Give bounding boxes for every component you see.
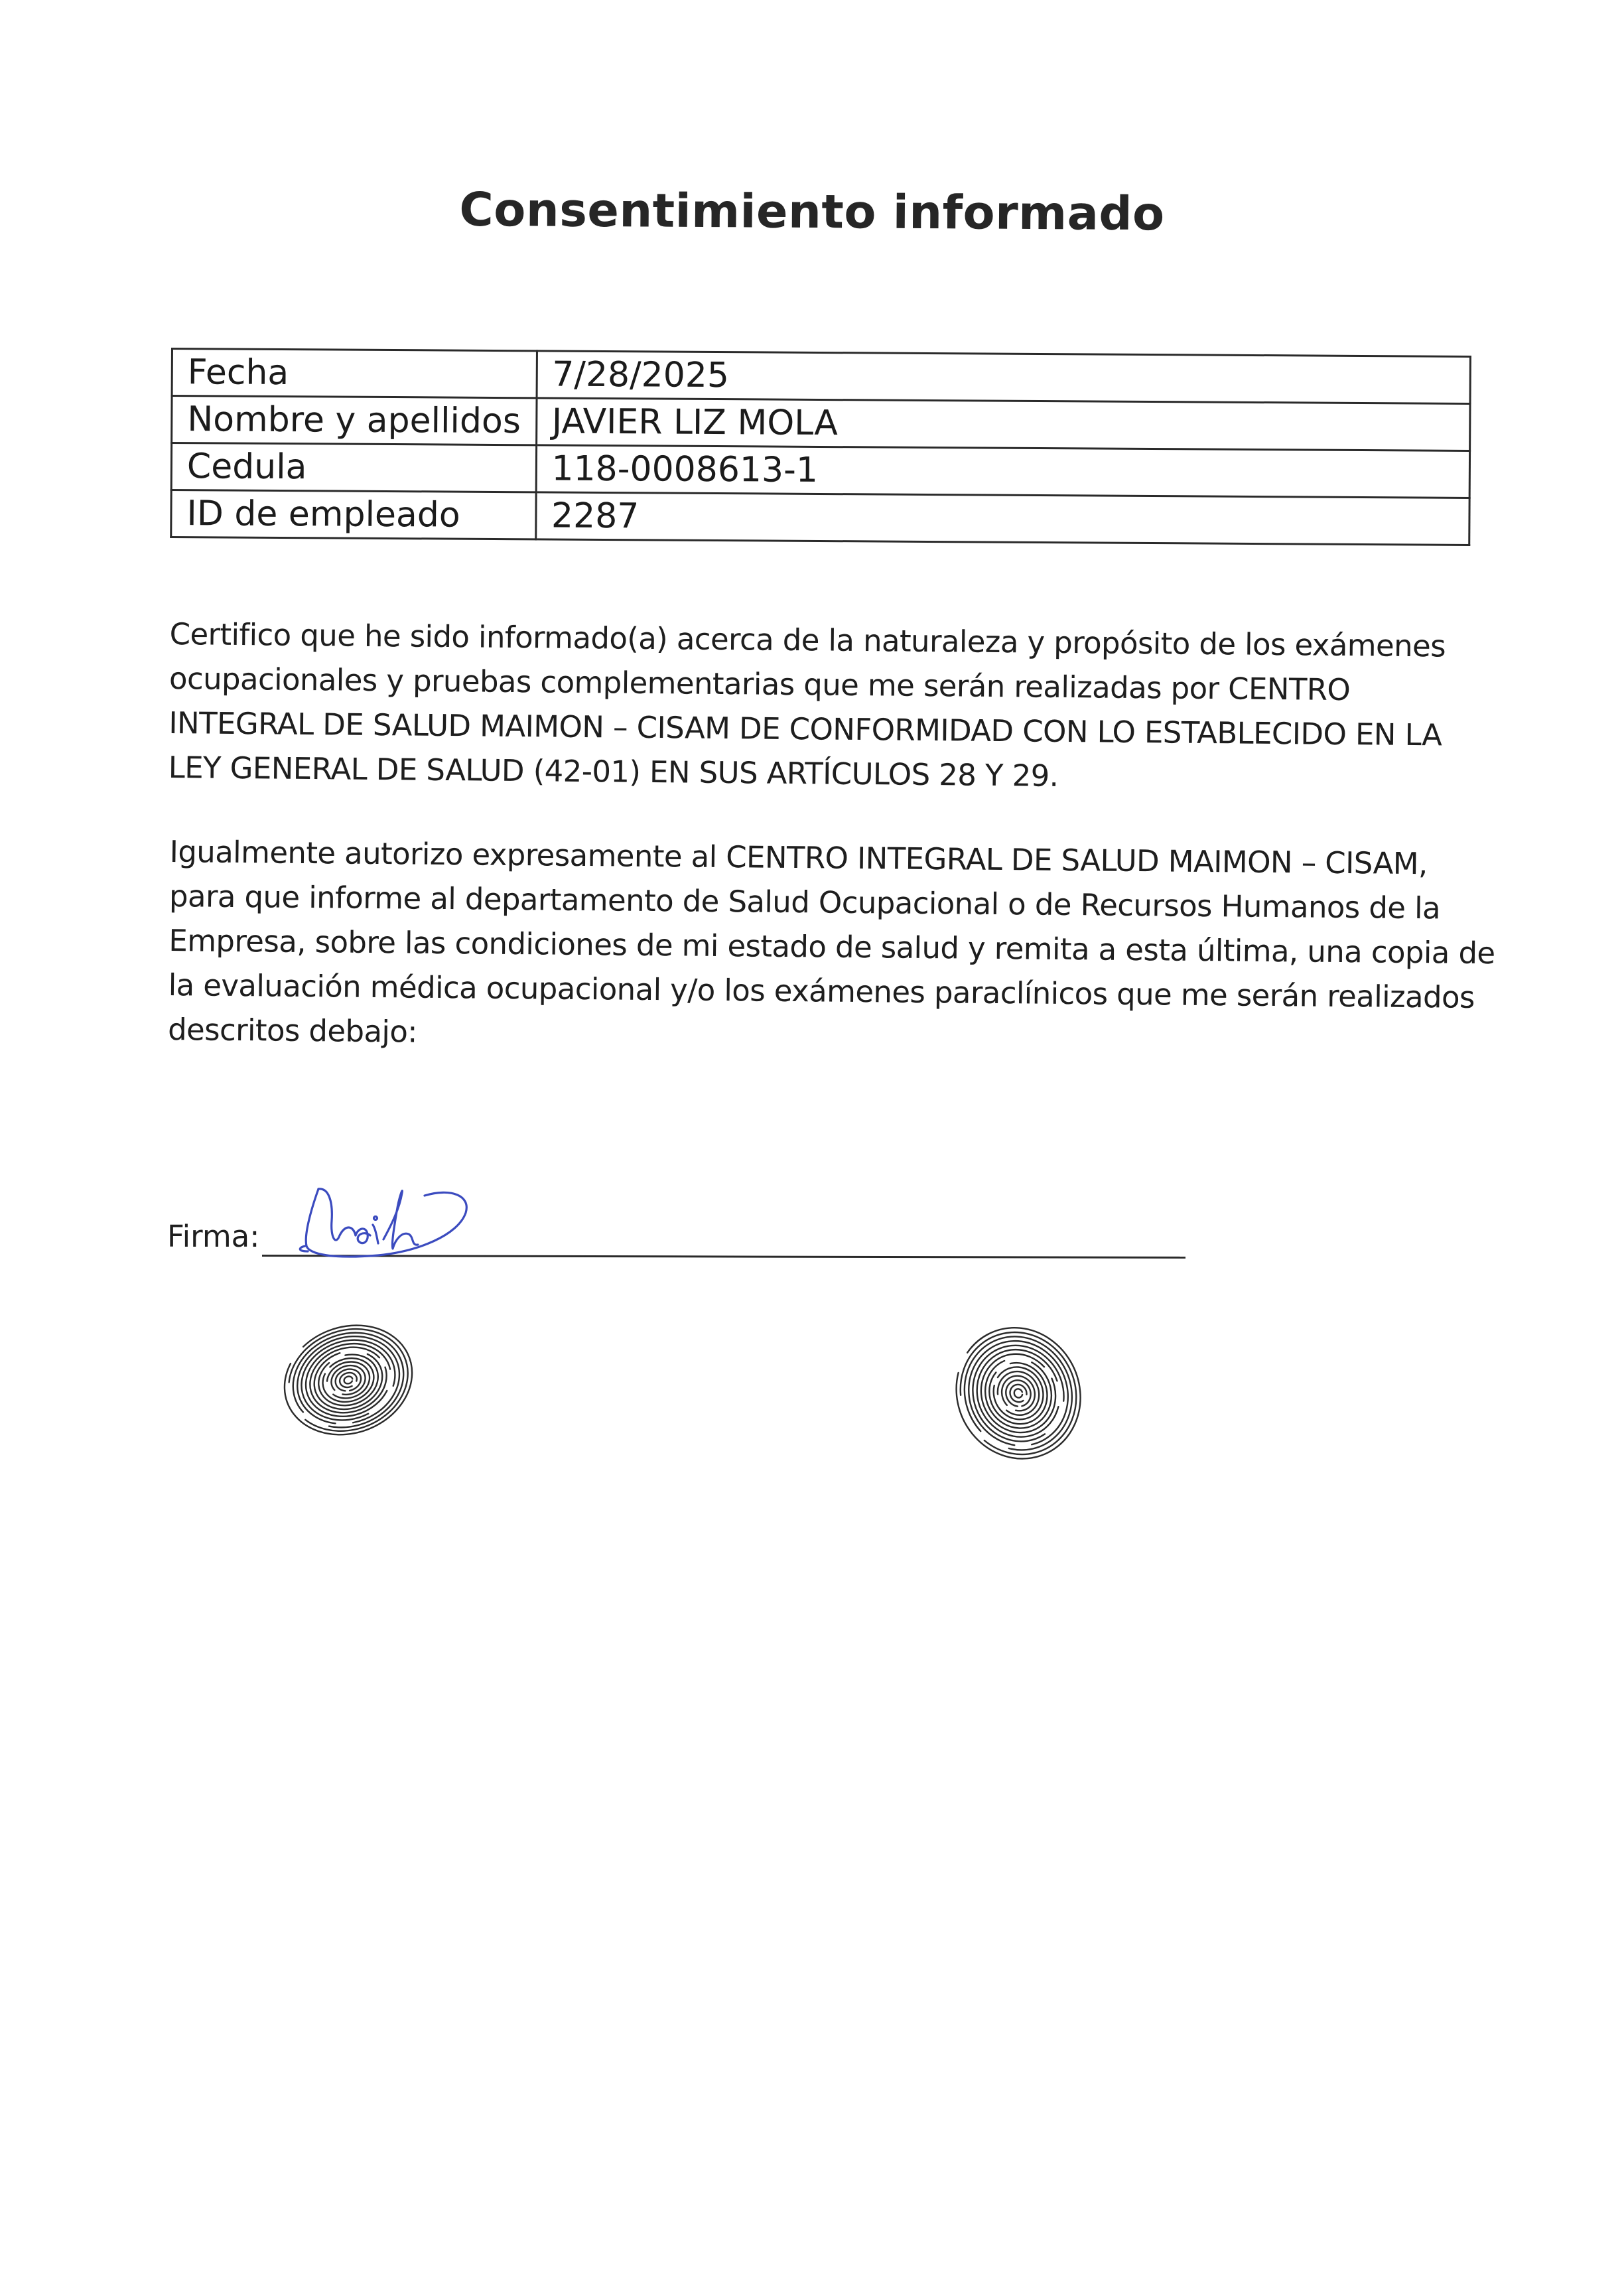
fingerprint-ridge	[343, 1375, 354, 1385]
paragraph-line: Certifico que he sido informado(a) acerca de la naturaleza y propósito de los exámenes	[169, 616, 1446, 664]
signature-label: Firma:	[167, 1219, 260, 1254]
table-row	[172, 396, 1470, 451]
fingerprint-ridge	[1013, 1387, 1024, 1399]
fingerprint-ridge	[279, 1320, 418, 1440]
fingerprint-ridge	[279, 1320, 418, 1440]
fingerprint-ridge	[1007, 1382, 1030, 1405]
certification-paragraph	[168, 612, 1489, 802]
fingerprint-ridge	[327, 1361, 370, 1399]
field-label-id-empleado: ID de empleado	[171, 490, 536, 539]
paragraph-line: LEY GENERAL DE SALUD (42-01) EN SUS ARTÍCULOS 28 Y 29.	[168, 749, 1059, 794]
paragraph-line: ocupacionales y pruebas complementarias que me serán realizadas por CENTRO	[169, 660, 1351, 708]
fingerprint-right-icon	[949, 1320, 1088, 1466]
info-table	[170, 348, 1471, 546]
table-row	[171, 490, 1469, 545]
field-label-nombre: Nombre y apellidos	[172, 396, 537, 445]
paragraph-line: para que informe al departamento de Salud Ocupacional o de Recursos Humanos de la	[169, 878, 1441, 926]
handwritten-signature-icon	[292, 1161, 491, 1267]
paragraph-line: Igualmente autorizo expresamente al CENTRO INTEGRAL DE SALUD MAIMON – CISAM,	[169, 833, 1428, 882]
authorization-paragraph	[167, 829, 1495, 1064]
document-title: Consentimiento informado	[459, 182, 1165, 242]
field-value-cedula: 118-0008613-1	[536, 445, 1470, 498]
paragraph-line: descritos debajo:	[167, 1011, 418, 1050]
table-row	[171, 443, 1469, 498]
fingerprint-left-icon	[279, 1320, 418, 1440]
field-label-cedula: Cedula	[171, 443, 536, 492]
fingerprint-ridge	[969, 1342, 1069, 1444]
field-value-id-empleado: 2287	[535, 492, 1469, 545]
field-value-fecha: 7/28/2025	[537, 351, 1471, 404]
fingerprint-ridge	[338, 1370, 359, 1389]
field-value-nombre: JAVIER LIZ MOLA	[536, 398, 1470, 451]
fingerprint-ridge	[963, 1336, 1073, 1451]
paragraph-line: la evaluación médica ocupacional y/o los exámenes paraclínicos que me serán realizados	[168, 967, 1475, 1015]
paragraph-line: INTEGRAL DE SALUD MAIMON – CISAM DE CONFORMIDAD CON LO ESTABLECIDO EN LA	[169, 705, 1442, 753]
table-row	[172, 349, 1470, 404]
field-label-fecha: Fecha	[172, 349, 537, 398]
paragraph-line: Empresa, sobre las condiciones de mi estado de salud y remita a esta última, una copia de	[169, 922, 1495, 971]
